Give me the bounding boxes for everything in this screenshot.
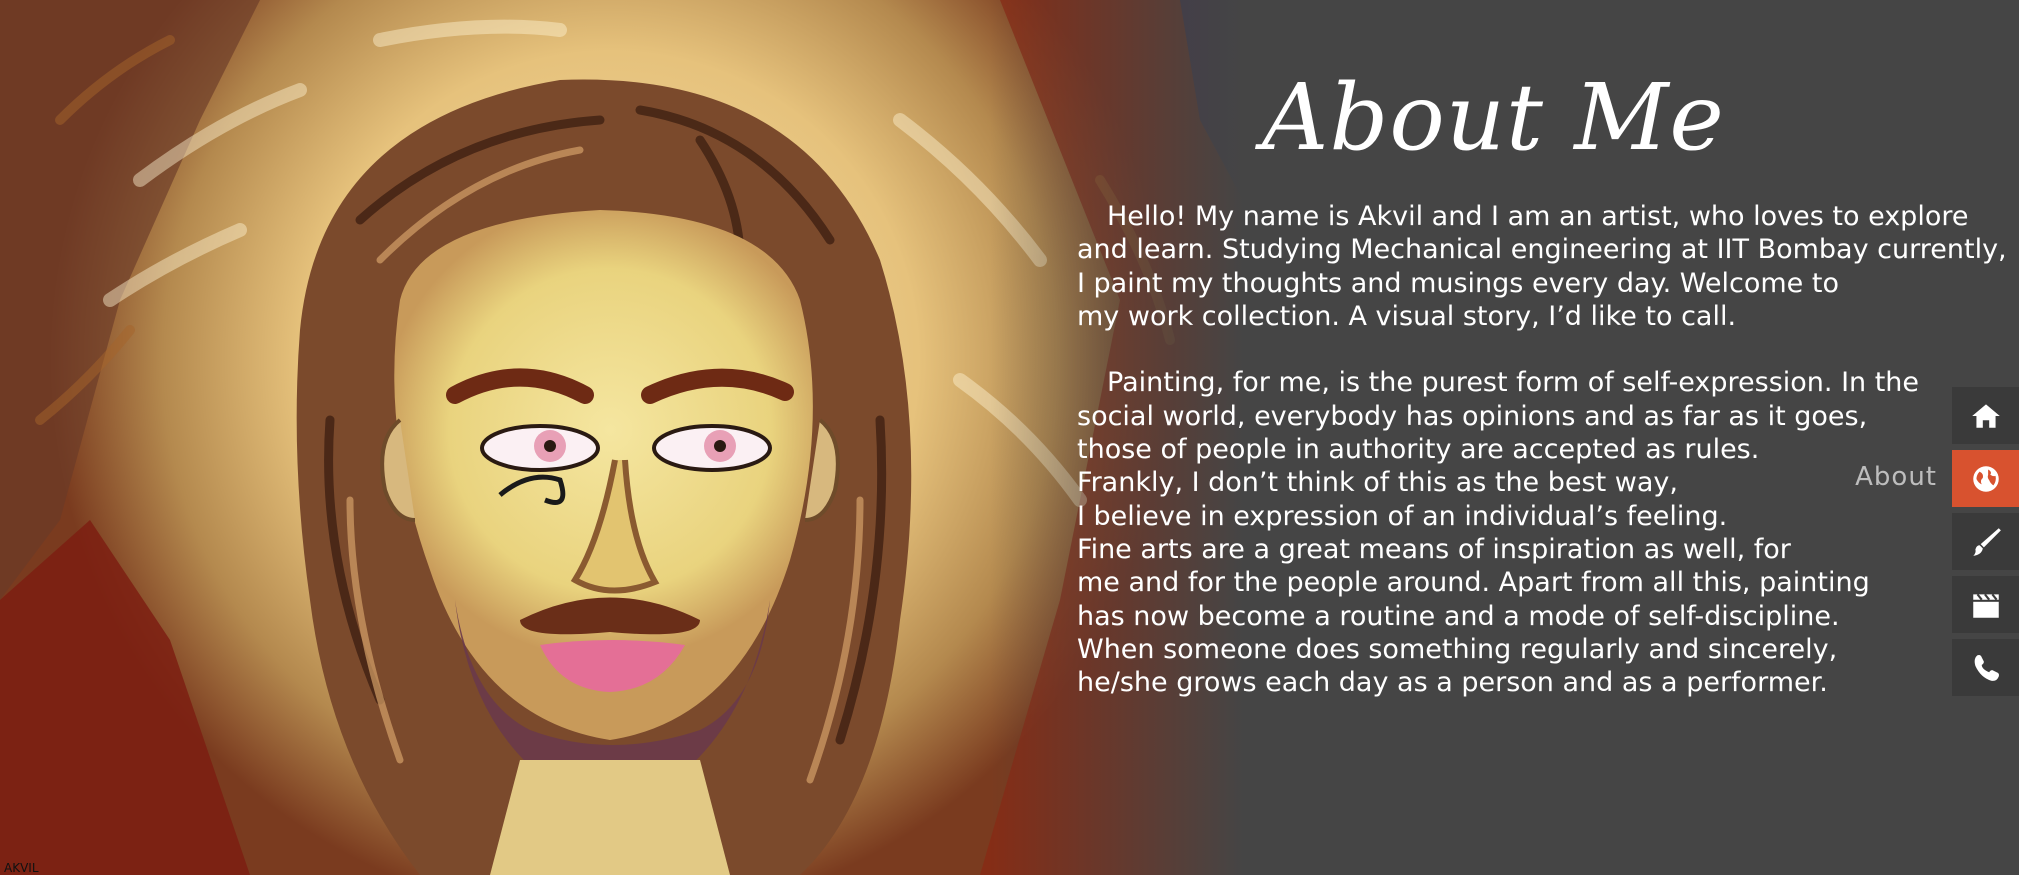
nav-paintings-button[interactable] — [1952, 513, 2019, 570]
bio-line: those of people in authority are accepted as rules. — [1077, 434, 1760, 466]
nav-videos-button[interactable] — [1952, 576, 2019, 633]
bio-line: and learn. Studying Mechanical engineering at IIT Bombay currently, — [1077, 234, 2007, 266]
bio-line: has now become a routine and a mode of self-discipline. — [1077, 600, 1840, 632]
nav-about-button[interactable] — [1952, 450, 2019, 507]
bio-line: Fine arts are a great means of inspiration as well, for — [1077, 533, 1791, 565]
bio-line: I paint my thoughts and musings every day. Welcome to — [1077, 267, 1839, 299]
bio-paragraph-1 — [1077, 200, 2007, 333]
globe-icon — [1969, 462, 2003, 496]
bio-line: Hello! My name is Akvil and I am an artist, who loves to explore — [1107, 201, 1969, 232]
side-nav — [1952, 387, 2019, 702]
brush-icon — [1969, 525, 2003, 559]
bio-line: social world, everybody has opinions and as far as it goes, — [1077, 400, 1868, 432]
page-title: About Me — [1262, 64, 1725, 171]
nav-contact-button[interactable] — [1952, 639, 2019, 696]
bio-line: he/she grows each day as a person and as a performer. — [1077, 667, 1828, 699]
home-icon — [1969, 399, 2003, 433]
bio-line: Painting, for me, is the purest form of self-expression. In the — [1107, 367, 1920, 399]
nav-home-button[interactable] — [1952, 387, 2019, 444]
bio-line: When someone does something regularly and sincerely, — [1077, 633, 1838, 665]
bio-line: Frankly, I don’t think of this as the best way, — [1077, 467, 1678, 499]
bio-line: I believe in expression of an individual’s feeling. — [1077, 500, 1728, 532]
phone-icon — [1969, 651, 2003, 685]
painting-signature: AKVIL — [4, 861, 39, 875]
clapperboard-icon — [1969, 588, 2003, 622]
bio-line: me and for the people around. Apart from all this, painting — [1077, 567, 1870, 599]
bio-paragraph-2 — [1077, 366, 2007, 699]
bio-line: my work collection. A visual story, I’d like to call. — [1077, 300, 1737, 332]
nav-active-label: About — [1855, 462, 1937, 492]
